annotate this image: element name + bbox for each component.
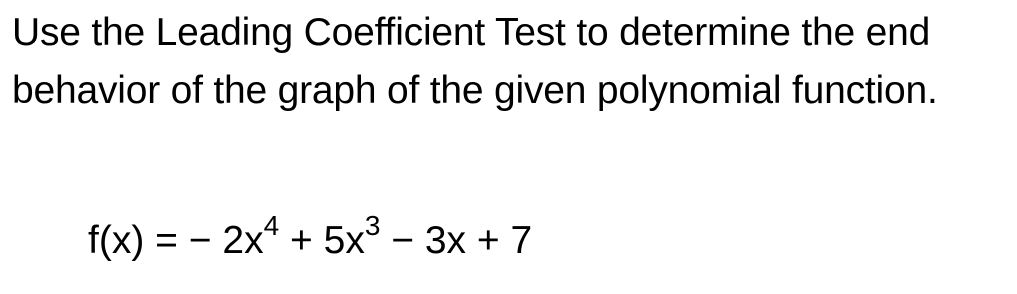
term2-sign: + bbox=[279, 219, 324, 262]
term2-base: 5x bbox=[323, 219, 365, 262]
term1-exponent: 4 bbox=[263, 210, 280, 241]
term2-exponent: 3 bbox=[364, 210, 381, 241]
problem-statement: Use the Leading Coefficient Test to determine the end behavior of the graph of the given polynomial function. bbox=[12, 11, 938, 112]
term1-base: 2x bbox=[222, 219, 264, 262]
polynomial-function bbox=[88, 210, 533, 264]
remaining-terms: − 3x + 7 bbox=[380, 219, 533, 262]
function-lhs: f(x) = bbox=[88, 219, 189, 262]
term1-sign: − bbox=[188, 219, 223, 262]
